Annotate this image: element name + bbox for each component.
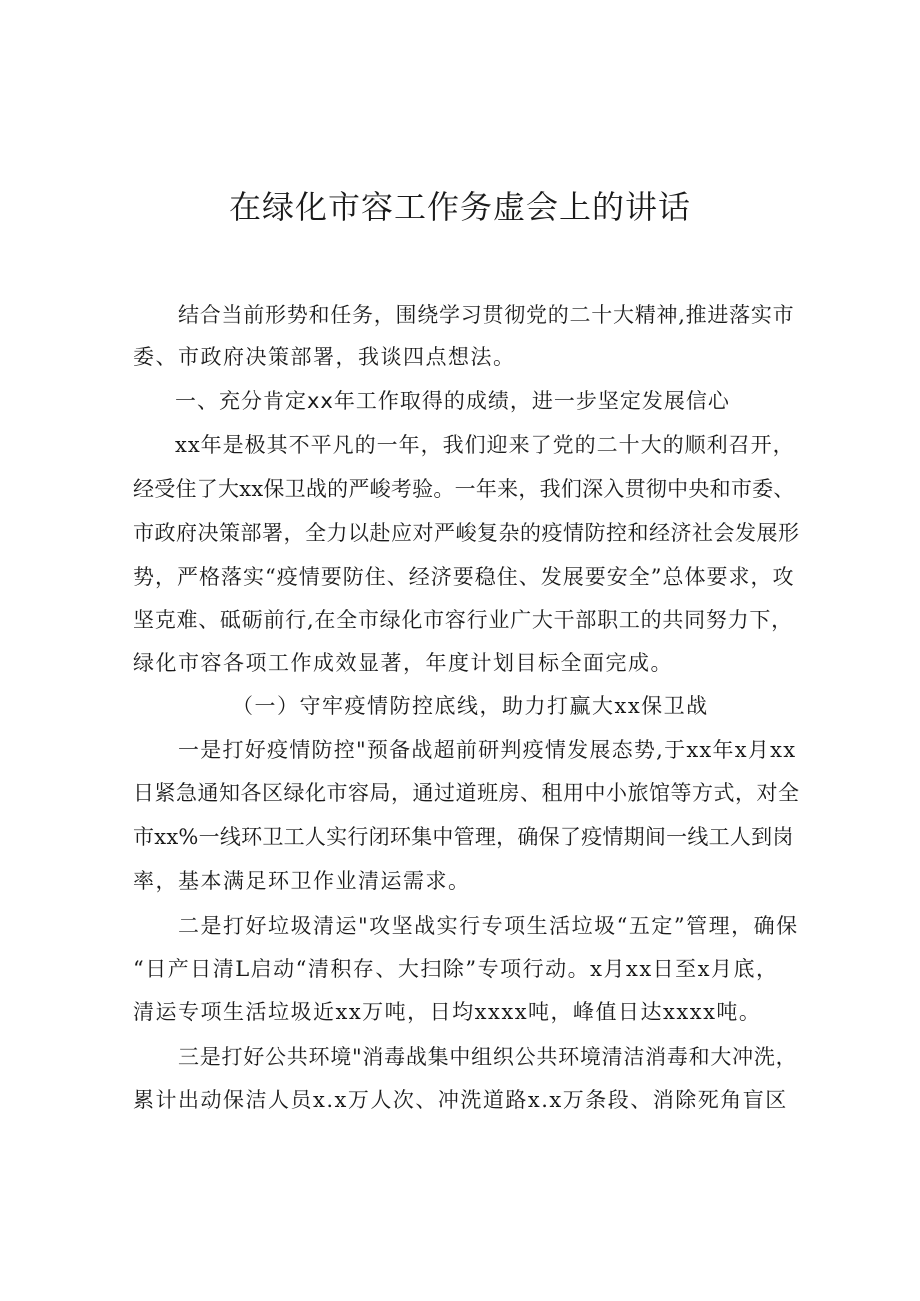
paragraph-line: 累计出动保洁人员x.x万人次、冲洗道路x.x万条段、消除死角盲区 — [133, 1088, 788, 1112]
paragraph-line: xx年是极其不平凡的一年，我们迎来了党的二十大的顺利召开， — [175, 433, 795, 457]
paragraph-line: 日紧急通知各区绿化市容局，通过道班房、租用中小旅馆等方式，对全 — [133, 781, 800, 805]
document-title: 在绿化市容工作务虚会上的讲话 — [228, 188, 691, 226]
paragraph-line: “日产日清L启动“清积存、大扫除”专项行动。x月xx日至x月底， — [133, 957, 779, 981]
paragraph-line: 势，严格落实“疫情要防住、经济要稳住、发展要安全”总体要求，攻 — [133, 565, 795, 589]
paragraph-line: 绿化市容各项工作成效显著，年度计划目标全面完成。 — [133, 651, 673, 675]
paragraph-line: 率，基本满足环卫作业清运需求。 — [133, 869, 471, 893]
paragraph-line: 市政府决策部署，全力以赴应对严峻复杂的疫情防控和经济社会发展形 — [133, 521, 800, 545]
section-heading: 一、充分肯定xx年工作取得的成绩，进一步坚定发展信心 — [175, 389, 730, 413]
paragraph-line: 清运专项生活垃圾近xx万吨，日均xxxx吨，峰值日达xxxx吨。 — [133, 1000, 762, 1024]
paragraph-line: 经受住了大xx保卫战的严峻考验。一年来，我们深入贯彻中央和市委、 — [133, 477, 795, 501]
subsection-heading: （一）守牢疫情防控底线，助力打赢大xx保卫战 — [232, 694, 709, 718]
paragraph-line: 三是打好公共环境"消毒战集中组织公共环境清洁消毒和大冲洗， — [178, 1045, 798, 1069]
paragraph-line: 结合当前形势和任务，围绕学习贯彻党的二十大精神,推进落实市 — [178, 303, 795, 327]
paragraph-line: 二是打好垃圾清运"攻坚战实行专项生活垃圾“五定”管理，确保 — [178, 914, 799, 938]
paragraph-line: 坚克难、砥砺前行,在全市绿化市容行业广大干部职工的共同努力下， — [133, 608, 793, 632]
paragraph-line: 市xx%一线环卫工人实行闭环集中管理，确保了疫情期间一线工人到岗 — [133, 825, 794, 849]
paragraph-line: 一是打好疫情防控"预备战超前研判疫情发展态势,于xx年x月xx — [178, 738, 797, 762]
paragraph-line: 委、市政府决策部署，我谈四点想法。 — [133, 345, 516, 369]
